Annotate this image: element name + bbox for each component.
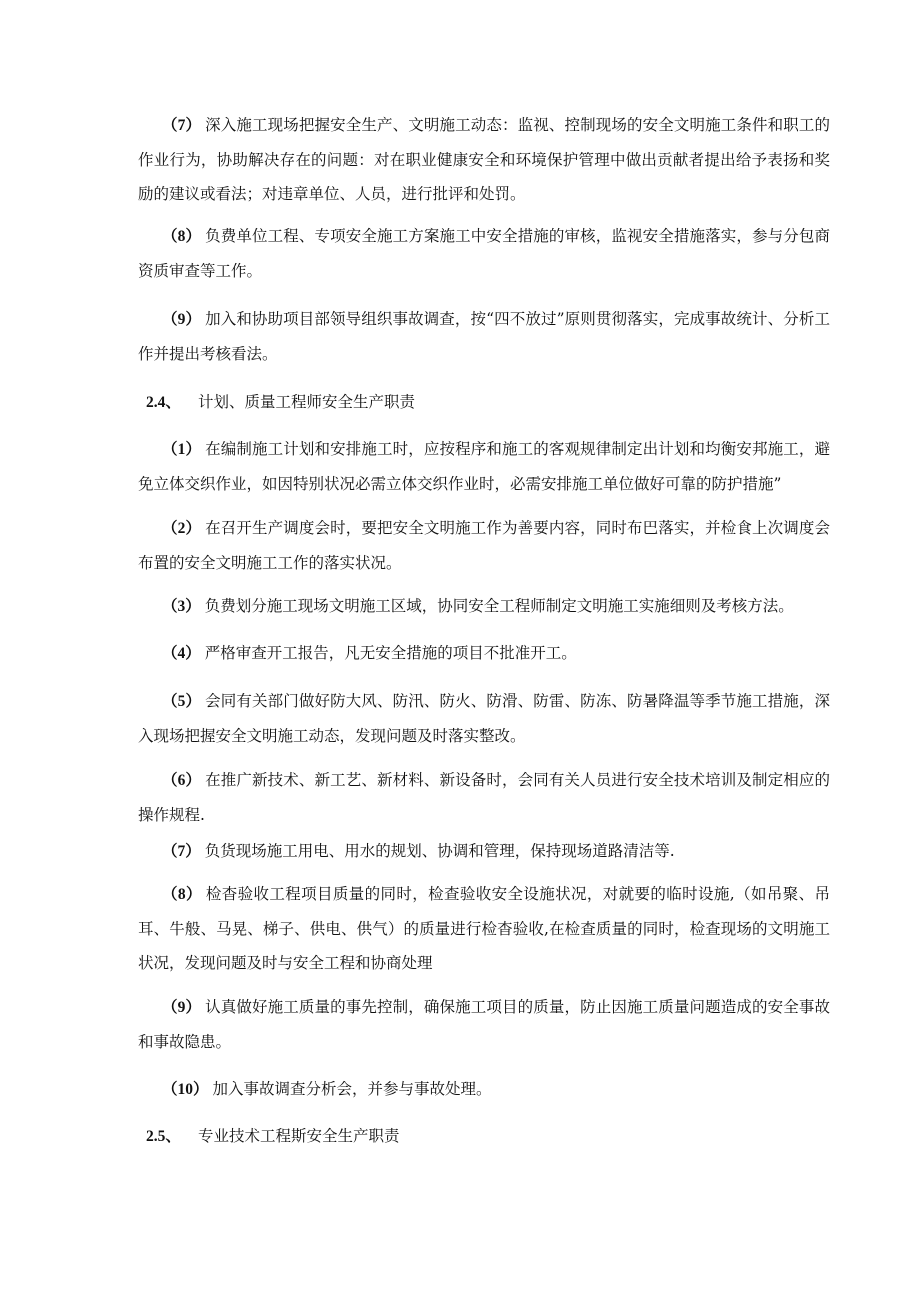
- paragraph-item-6: [138, 763, 830, 832]
- item-text: 在召开生产调度会时，要把安全文明施工作为善要内容，同时布巴落实，并检食上次调度会布置的安全文明施工工作的落实状况。: [138, 519, 830, 572]
- section-title: 专业技术工程斯安全生产职责: [198, 1127, 400, 1145]
- paragraph-item-8: [138, 219, 830, 288]
- item-text: 深入施工现场把握安全生产、文明施工动态：监视、控制现场的安全文明施工条件和职工的作业行为，协助解决存在的问题：对在职业健康安全和环境保护管理中做出贡献者提出给予表扬和奖励的建议或看法；对违章单位、人员，进行批评和处罚。: [138, 116, 830, 203]
- section-title: 计划、质量工程师安全生产职责: [198, 393, 416, 411]
- paragraph-item-7b: [138, 834, 830, 869]
- item-text: 会同有关部门做好防大风、防汛、防火、防滑、防雷、防冻、防暑降温等季节施工措施，深入现场把握安全文明施工动态，发现问题及时落实整改。: [138, 692, 830, 745]
- section-heading-2-4: [146, 385, 415, 420]
- item-text: 负货现场施工用电、用水的规划、协调和管理，保持现场道路清洁等.: [204, 842, 675, 860]
- item-number: （2）: [162, 520, 202, 537]
- item-number: （7）: [162, 117, 202, 134]
- item-number: （4）: [162, 645, 201, 662]
- paragraph-item-7: [138, 108, 830, 211]
- item-number: （9）: [162, 999, 202, 1016]
- item-number: （9）: [162, 311, 202, 328]
- item-number: （5）: [162, 693, 202, 710]
- item-number: （8）: [162, 228, 202, 245]
- item-number: （3）: [162, 598, 201, 615]
- paragraph-item-3: [138, 589, 830, 624]
- section-heading-2-5: [146, 1119, 400, 1154]
- item-number: （1）: [162, 441, 202, 458]
- paragraph-item-9: [138, 302, 830, 371]
- paragraph-item-1: [138, 432, 830, 501]
- item-text: 负费划分施工现场文明施工区域，协同安全工程师制定文明施工实施细则及考核方法。: [204, 597, 794, 615]
- item-number: （6）: [162, 772, 202, 789]
- paragraph-item-9b: [138, 990, 830, 1059]
- item-number: （7）: [162, 843, 201, 860]
- item-text: 严格审查开工报告，凡无安全措施的项目不批准开工。: [204, 644, 577, 662]
- item-number: （8）: [162, 886, 202, 903]
- section-number: 2.5、: [146, 1128, 181, 1145]
- item-number: （10）: [162, 1081, 209, 1098]
- paragraph-item-2: [138, 511, 830, 580]
- section-number: 2.4、: [146, 394, 181, 411]
- item-text: 检杳验收工程项目质量的同时，检查验收安全设施状况，对就要的临时设施,（如吊聚、吊耳、牛般、马晃、梯子、供电、供气）的质量进行检杳验收,在检查质量的同时，检查现场的文明施工状况，发现问题及时与安全工程和协商处理: [138, 885, 830, 972]
- paragraph-item-8b: [138, 877, 830, 980]
- paragraph-item-5: [138, 684, 830, 753]
- item-text: 加入和协助项目部领导组织事故调查，按“四不放过”原则贯彻落实，完成事故统计、分析工作并提出考核看法。: [138, 310, 830, 363]
- item-text: 在推广新技术、新工艺、新材料、新设备时，会同有关人员进行安全技术培训及制定相应的操作规程.: [138, 771, 830, 824]
- paragraph-item-4: [138, 636, 830, 671]
- paragraph-item-10: [138, 1072, 830, 1107]
- item-text: 加入事故调查分析会，并参与事故处理。: [212, 1080, 492, 1098]
- item-text: 负费单位工程、专项安全施工方案施工中安全措施的审核，监视安全措施落实，参与分包商资质审查等工作。: [138, 227, 830, 280]
- item-text: 在编制施工计划和安排施工时，应按程序和施工的客观规律制定出计划和均衡安邦施工，避免立体交织作业，如因特别状况必需立体交织作业时，必需安排施工单位做好可靠的防护措施”: [138, 440, 830, 493]
- item-text: 认真做好施工质量的事先控制，确保施工项目的质量，防止因施工质量问题造成的安全事故和事故隐患。: [138, 998, 830, 1051]
